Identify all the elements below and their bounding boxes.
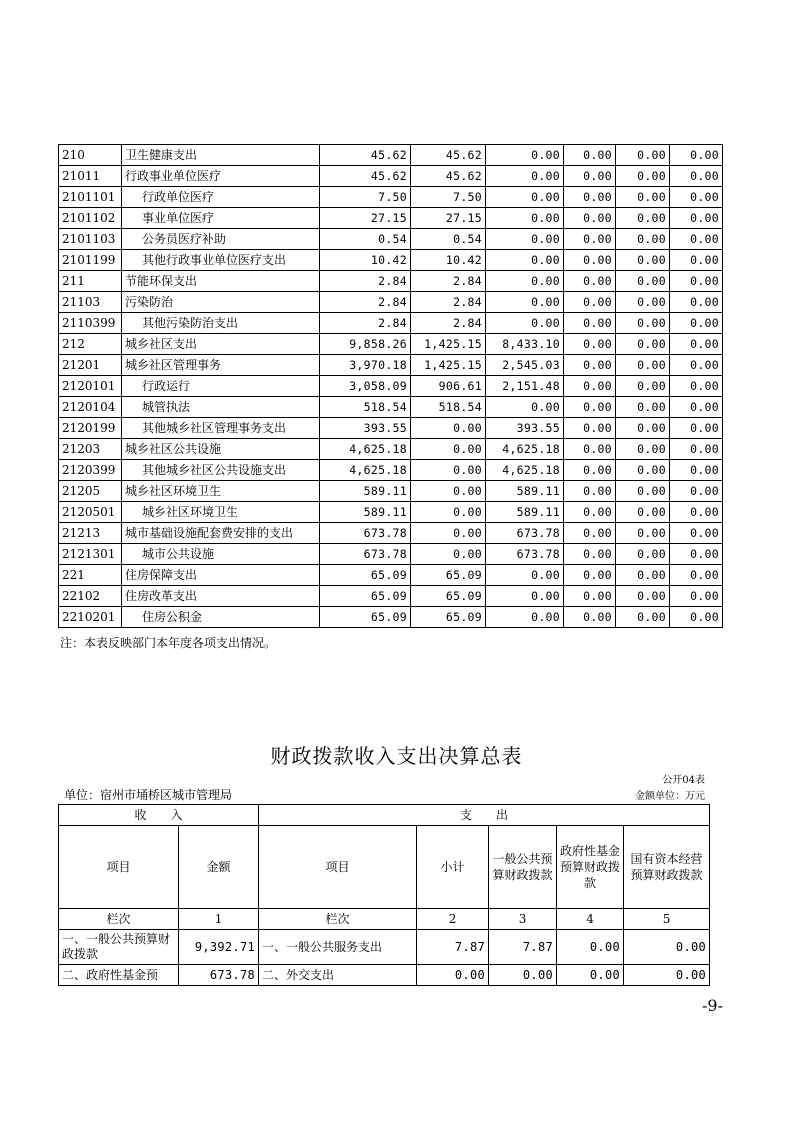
table-note: 注：本表反映部门本年度各项支出情况。	[60, 636, 277, 650]
basic-expense-cell: 2.84	[411, 313, 486, 334]
basic-expense-cell: 0.00	[411, 418, 486, 439]
total-cell: 2.84	[320, 271, 411, 292]
name-cell: 事业单位医疗	[122, 208, 320, 229]
col4-cell: 0.00	[564, 313, 616, 334]
name-cell: 其他城乡社区公共设施支出	[122, 460, 320, 481]
row-index-3: 3	[489, 909, 557, 930]
total-cell: 65.09	[320, 586, 411, 607]
basic-expense-cell: 0.00	[411, 544, 486, 565]
code-cell: 2120104	[59, 397, 122, 418]
total-cell: 673.78	[320, 544, 411, 565]
code-cell: 21213	[59, 523, 122, 544]
col5-cell: 0.00	[616, 439, 670, 460]
col4-cell: 0.00	[564, 607, 616, 628]
col6-cell: 0.00	[670, 250, 723, 271]
code-cell: 2101101	[59, 187, 122, 208]
col5-cell: 0.00	[616, 250, 670, 271]
row-index-label: 栏次	[59, 909, 179, 930]
total-cell: 4,625.18	[320, 460, 411, 481]
gov-fund-cell: 0.00	[557, 930, 624, 965]
code-cell: 2120399	[59, 460, 122, 481]
subtotal-cell: 0.00	[417, 965, 489, 986]
table-row	[59, 187, 723, 208]
total-cell: 2.84	[320, 292, 411, 313]
total-cell: 2.84	[320, 313, 411, 334]
income-item-cell: 二、政府性基金预	[59, 965, 179, 986]
col6-cell: 0.00	[670, 481, 723, 502]
col4-cell: 0.00	[564, 376, 616, 397]
code-cell: 2210201	[59, 607, 122, 628]
table-row	[59, 607, 723, 628]
code-cell: 22102	[59, 586, 122, 607]
name-cell: 城管执法	[122, 397, 320, 418]
col6-cell: 0.00	[670, 229, 723, 250]
col4-cell: 0.00	[564, 397, 616, 418]
total-cell: 589.11	[320, 481, 411, 502]
col6-cell: 0.00	[670, 271, 723, 292]
code-cell: 2101199	[59, 250, 122, 271]
basic-expense-cell: 0.54	[411, 229, 486, 250]
code-cell: 2101102	[59, 208, 122, 229]
table-row	[59, 397, 723, 418]
col6-cell: 0.00	[670, 565, 723, 586]
basic-expense-cell: 27.15	[411, 208, 486, 229]
col5-cell: 0.00	[616, 187, 670, 208]
col4-cell: 0.00	[564, 460, 616, 481]
table-row	[59, 565, 723, 586]
project-expense-cell: 673.78	[486, 544, 564, 565]
general-budget-cell: 0.00	[489, 965, 557, 986]
name-cell: 节能环保支出	[122, 271, 320, 292]
total-cell: 10.42	[320, 250, 411, 271]
col6-cell: 0.00	[670, 544, 723, 565]
col6-cell: 0.00	[670, 292, 723, 313]
col6-cell: 0.00	[670, 355, 723, 376]
name-cell: 污染防治	[122, 292, 320, 313]
project-expense-cell: 0.00	[486, 607, 564, 628]
col6-cell: 0.00	[670, 586, 723, 607]
project-expense-cell: 0.00	[486, 187, 564, 208]
col5-cell: 0.00	[616, 565, 670, 586]
row-index-1: 1	[179, 909, 259, 930]
project-expense-cell: 0.00	[486, 292, 564, 313]
total-cell: 518.54	[320, 397, 411, 418]
col5-cell: 0.00	[616, 523, 670, 544]
col6-cell: 0.00	[670, 460, 723, 481]
row-index-label-2: 栏次	[259, 909, 417, 930]
basic-expense-cell: 45.62	[411, 166, 486, 187]
col6-cell: 0.00	[670, 208, 723, 229]
summary-table	[58, 804, 710, 986]
col4-cell: 0.00	[564, 292, 616, 313]
col4-cell: 0.00	[564, 250, 616, 271]
col4-cell: 0.00	[564, 418, 616, 439]
project-expense-cell: 0.00	[486, 313, 564, 334]
unit-label: 单位：宿州市埇桥区城市管理局	[64, 788, 233, 802]
col5-cell: 0.00	[616, 544, 670, 565]
col5-cell: 0.00	[616, 292, 670, 313]
total-cell: 45.62	[320, 166, 411, 187]
col-general-header: 一般公共预算财政拨款	[489, 826, 557, 909]
total-cell: 9,858.26	[320, 334, 411, 355]
table-row	[59, 250, 723, 271]
col6-cell: 0.00	[670, 313, 723, 334]
total-cell: 673.78	[320, 523, 411, 544]
basic-expense-cell: 0.00	[411, 460, 486, 481]
project-expense-cell: 0.00	[486, 145, 564, 166]
name-cell: 行政运行	[122, 376, 320, 397]
col4-cell: 0.00	[564, 229, 616, 250]
basic-expense-cell: 0.00	[411, 502, 486, 523]
col-amount-header: 金额	[179, 826, 259, 909]
col4-cell: 0.00	[564, 502, 616, 523]
code-cell: 2120199	[59, 418, 122, 439]
table-row	[59, 292, 723, 313]
name-cell: 住房改革支出	[122, 586, 320, 607]
table-row	[59, 544, 723, 565]
col6-cell: 0.00	[670, 502, 723, 523]
total-cell: 45.62	[320, 145, 411, 166]
total-cell: 3,058.09	[320, 376, 411, 397]
col5-cell: 0.00	[616, 418, 670, 439]
name-cell: 其他城乡社区管理事务支出	[122, 418, 320, 439]
col5-cell: 0.00	[616, 271, 670, 292]
col6-cell: 0.00	[670, 145, 723, 166]
name-cell: 城乡社区公共设施	[122, 439, 320, 460]
table-row	[59, 376, 723, 397]
basic-expense-cell: 2.84	[411, 271, 486, 292]
table-row	[59, 271, 723, 292]
basic-expense-cell: 0.00	[411, 439, 486, 460]
income-amount-cell: 673.78	[179, 965, 259, 986]
table-row	[59, 418, 723, 439]
page-title: 财政拨款收入支出决算总表	[270, 744, 523, 768]
basic-expense-cell: 45.62	[411, 145, 486, 166]
summary-row	[59, 965, 710, 986]
code-cell: 2120501	[59, 502, 122, 523]
col4-cell: 0.00	[564, 481, 616, 502]
col5-cell: 0.00	[616, 460, 670, 481]
basic-expense-cell: 1,425.15	[411, 355, 486, 376]
project-expense-cell: 673.78	[486, 523, 564, 544]
code-cell: 21103	[59, 292, 122, 313]
col4-cell: 0.00	[564, 271, 616, 292]
project-expense-cell: 0.00	[486, 166, 564, 187]
col4-cell: 0.00	[564, 208, 616, 229]
basic-expense-cell: 65.09	[411, 607, 486, 628]
total-cell: 589.11	[320, 502, 411, 523]
col5-cell: 0.00	[616, 145, 670, 166]
name-cell: 城市公共设施	[122, 544, 320, 565]
table-row	[59, 439, 723, 460]
summary-row	[59, 930, 710, 965]
code-cell: 2110399	[59, 313, 122, 334]
total-cell: 3,970.18	[320, 355, 411, 376]
col4-cell: 0.00	[564, 586, 616, 607]
total-cell: 7.50	[320, 187, 411, 208]
col6-cell: 0.00	[670, 418, 723, 439]
total-cell: 393.55	[320, 418, 411, 439]
basic-expense-cell: 906.61	[411, 376, 486, 397]
code-cell: 21011	[59, 166, 122, 187]
name-cell: 其他行政事业单位医疗支出	[122, 250, 320, 271]
col4-cell: 0.00	[564, 334, 616, 355]
table-row	[59, 166, 723, 187]
code-cell: 21201	[59, 355, 122, 376]
total-cell: 65.09	[320, 607, 411, 628]
table-row	[59, 481, 723, 502]
project-expense-cell: 589.11	[486, 502, 564, 523]
code-cell: 21203	[59, 439, 122, 460]
row-index-4: 4	[557, 909, 624, 930]
project-expense-cell: 0.00	[486, 586, 564, 607]
col-item2-header: 项目	[259, 826, 417, 909]
form-code: 公开04表	[662, 775, 705, 786]
basic-expense-cell: 2.84	[411, 292, 486, 313]
col-state-capital-header: 国有资本经营预算财政拨款	[624, 826, 710, 909]
col5-cell: 0.00	[616, 586, 670, 607]
col6-cell: 0.00	[670, 439, 723, 460]
expense-item-cell: 二、外交支出	[259, 965, 417, 986]
total-cell: 27.15	[320, 208, 411, 229]
col4-cell: 0.00	[564, 523, 616, 544]
name-cell: 城乡社区环境卫生	[122, 502, 320, 523]
amount-unit-label: 金额单位：万元	[635, 791, 705, 802]
code-cell: 2101103	[59, 229, 122, 250]
table-row	[59, 208, 723, 229]
code-cell: 21205	[59, 481, 122, 502]
table-row	[59, 355, 723, 376]
basic-expense-cell: 0.00	[411, 523, 486, 544]
name-cell: 城乡社区环境卫生	[122, 481, 320, 502]
name-cell: 住房保障支出	[122, 565, 320, 586]
income-header: 收 入	[59, 805, 259, 826]
col6-cell: 0.00	[670, 376, 723, 397]
table-row	[59, 502, 723, 523]
basic-expense-cell: 10.42	[411, 250, 486, 271]
name-cell: 城乡社区管理事务	[122, 355, 320, 376]
col6-cell: 0.00	[670, 334, 723, 355]
basic-expense-cell: 7.50	[411, 187, 486, 208]
table-row	[59, 460, 723, 481]
project-expense-cell: 0.00	[486, 271, 564, 292]
basic-expense-cell: 65.09	[411, 565, 486, 586]
expense-detail-table	[58, 144, 723, 628]
col5-cell: 0.00	[616, 229, 670, 250]
col5-cell: 0.00	[616, 607, 670, 628]
col6-cell: 0.00	[670, 166, 723, 187]
project-expense-cell: 4,625.18	[486, 460, 564, 481]
state-capital-cell: 0.00	[624, 965, 710, 986]
col5-cell: 0.00	[616, 208, 670, 229]
col4-cell: 0.00	[564, 166, 616, 187]
col6-cell: 0.00	[670, 187, 723, 208]
name-cell: 行政单位医疗	[122, 187, 320, 208]
col5-cell: 0.00	[616, 334, 670, 355]
name-cell: 城乡社区支出	[122, 334, 320, 355]
project-expense-cell: 8,433.10	[486, 334, 564, 355]
col-gov-fund-header: 政府性基金预算财政拨款	[557, 826, 624, 909]
code-cell: 212	[59, 334, 122, 355]
col6-cell: 0.00	[670, 607, 723, 628]
col4-cell: 0.00	[564, 565, 616, 586]
col4-cell: 0.00	[564, 439, 616, 460]
col4-cell: 0.00	[564, 145, 616, 166]
code-cell: 2121301	[59, 544, 122, 565]
table-row	[59, 334, 723, 355]
code-cell: 221	[59, 565, 122, 586]
col6-cell: 0.00	[670, 397, 723, 418]
project-expense-cell: 589.11	[486, 481, 564, 502]
income-amount-cell: 9,392.71	[179, 930, 259, 965]
project-expense-cell: 0.00	[486, 208, 564, 229]
name-cell: 行政事业单位医疗	[122, 166, 320, 187]
basic-expense-cell: 1,425.15	[411, 334, 486, 355]
col4-cell: 0.00	[564, 544, 616, 565]
code-cell: 2120101	[59, 376, 122, 397]
project-expense-cell: 2,545.03	[486, 355, 564, 376]
table-row	[59, 586, 723, 607]
project-expense-cell: 393.55	[486, 418, 564, 439]
col4-cell: 0.00	[564, 355, 616, 376]
col5-cell: 0.00	[616, 166, 670, 187]
col5-cell: 0.00	[616, 481, 670, 502]
col4-cell: 0.00	[564, 187, 616, 208]
row-index-2: 2	[417, 909, 489, 930]
name-cell: 住房公积金	[122, 607, 320, 628]
name-cell: 城市基础设施配套费安排的支出	[122, 523, 320, 544]
gov-fund-cell: 0.00	[557, 965, 624, 986]
project-expense-cell: 0.00	[486, 250, 564, 271]
table-row	[59, 313, 723, 334]
code-cell: 210	[59, 145, 122, 166]
project-expense-cell: 0.00	[486, 565, 564, 586]
subtotal-cell: 7.87	[417, 930, 489, 965]
expense-header: 支 出	[259, 805, 710, 826]
state-capital-cell: 0.00	[624, 930, 710, 965]
expense-item-cell: 一、一般公共服务支出	[259, 930, 417, 965]
total-cell: 65.09	[320, 565, 411, 586]
col5-cell: 0.00	[616, 502, 670, 523]
income-item-cell: 一、一般公共预算财政拨款	[59, 930, 179, 965]
total-cell: 4,625.18	[320, 439, 411, 460]
col5-cell: 0.00	[616, 376, 670, 397]
basic-expense-cell: 65.09	[411, 586, 486, 607]
table-row	[59, 145, 723, 166]
table-row	[59, 523, 723, 544]
row-index-5: 5	[624, 909, 710, 930]
col-subtotal-header: 小计	[417, 826, 489, 909]
col5-cell: 0.00	[616, 313, 670, 334]
col5-cell: 0.00	[616, 397, 670, 418]
page-number: -9-	[702, 996, 723, 1015]
table-row	[59, 229, 723, 250]
project-expense-cell: 0.00	[486, 397, 564, 418]
basic-expense-cell: 518.54	[411, 397, 486, 418]
project-expense-cell: 0.00	[486, 229, 564, 250]
project-expense-cell: 2,151.48	[486, 376, 564, 397]
general-budget-cell: 7.87	[489, 930, 557, 965]
name-cell: 其他污染防治支出	[122, 313, 320, 334]
col5-cell: 0.00	[616, 355, 670, 376]
code-cell: 211	[59, 271, 122, 292]
name-cell: 卫生健康支出	[122, 145, 320, 166]
basic-expense-cell: 0.00	[411, 481, 486, 502]
project-expense-cell: 4,625.18	[486, 439, 564, 460]
total-cell: 0.54	[320, 229, 411, 250]
col6-cell: 0.00	[670, 523, 723, 544]
name-cell: 公务员医疗补助	[122, 229, 320, 250]
col-item-header: 项目	[59, 826, 179, 909]
